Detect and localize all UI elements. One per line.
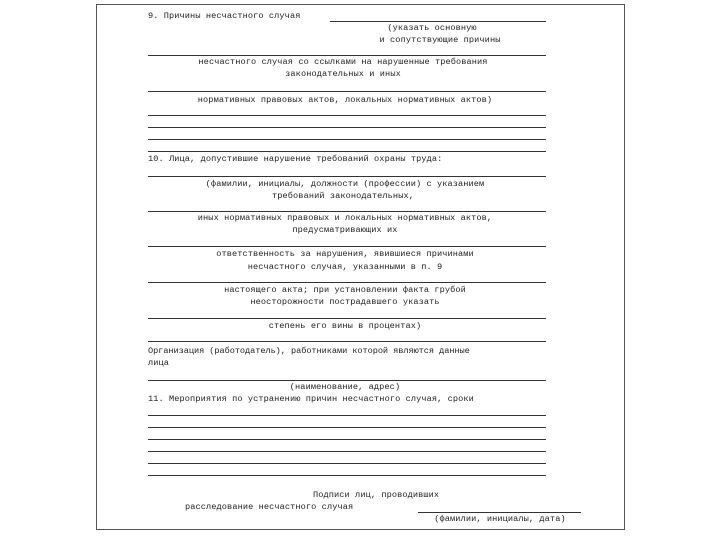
item10-hint: неосторожности пострадавшего указать [250,297,440,307]
employer-label-cont: лица [148,358,170,368]
item10-hint: предусматривающих их [292,225,398,235]
item10-input-line[interactable] [148,246,546,247]
item9-heading: 9. Причины несчастного случая [148,11,301,21]
item10-input-line[interactable] [148,176,546,177]
item10-heading: 10. Лица, допустившие нарушение требований охраны труда: [148,154,443,164]
item9-input-line[interactable] [330,21,546,22]
item9-hint: несчастного случая со ссылками на нарушенные требования [198,57,488,67]
item9-hint: нормативных правовых актов, локальных нормативных актов) [197,95,493,105]
item9-input-line[interactable] [148,55,546,56]
item9-hint: и сопутствующие причины [379,35,501,45]
employer-hint: (наименование, адрес) [289,382,401,392]
item10-hint: ответственность за нарушения, явившиеся причинами [216,249,474,259]
signature-hint: (фамилии, инициалы, дата) [434,514,566,524]
item11-input-line[interactable] [148,451,546,452]
item10-input-line[interactable] [148,211,546,212]
signatures-subtitle: расследование несчастного случая [185,502,354,512]
item9-input-line[interactable] [148,151,546,152]
item11-input-line[interactable] [148,415,546,416]
item9-input-line[interactable] [148,127,546,128]
item11-input-line[interactable] [148,463,546,464]
item10-hint: (фамилии, инициалы, должности (профессии) с указанием [205,179,485,189]
item10-hint: настоящего акта; при установлении факта грубой [224,285,466,295]
item10-hint: требований законодательных, [272,191,414,201]
item9-input-line[interactable] [148,139,546,140]
item10-hint: иных нормативных правовых и локальных нормативных актов, [197,213,493,223]
item9-input-line[interactable] [148,91,546,92]
signatures-title: Подписи лиц, проводивших [313,490,440,500]
item11-heading: 11. Мероприятия по устранению причин несчастного случая, сроки [148,394,474,404]
item11-input-line[interactable] [148,427,546,428]
item10-hint: несчастного случая, указанными в п. 9 [247,262,443,272]
item10-hint: степень его вины в процентах) [268,321,422,331]
item11-input-line[interactable] [148,475,546,476]
signature-input-line[interactable] [418,512,581,513]
item10-input-line[interactable] [148,318,546,319]
item10-input-line[interactable] [148,341,546,342]
employer-input-line[interactable] [148,380,546,381]
item9-input-line[interactable] [148,115,546,116]
item9-hint: (указать основную [387,23,477,33]
item9-hint: законодательных и иных [285,69,401,79]
item10-input-line[interactable] [148,282,546,283]
employer-label: Организация (работодатель), работниками которой являются данные [148,346,470,356]
item11-input-line[interactable] [148,439,546,440]
